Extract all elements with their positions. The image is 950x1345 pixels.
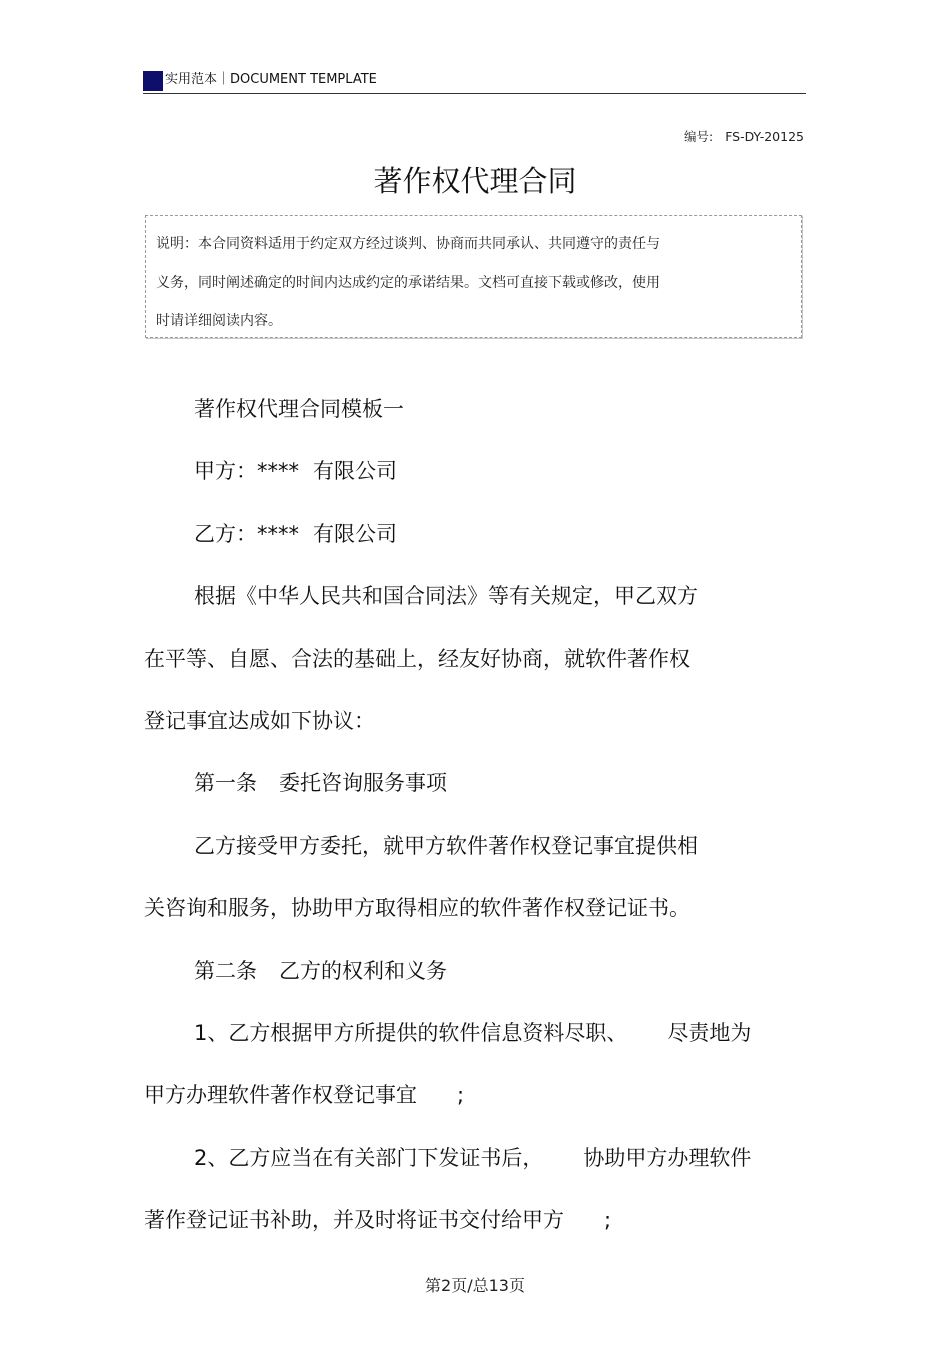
- logo-square-icon: [143, 71, 163, 91]
- page-footer: 第2页/总13页: [425, 1276, 525, 1295]
- article-2-heading: [144, 940, 806, 1002]
- article-1-number: 第一条: [194, 771, 257, 796]
- description-text: [156, 225, 746, 341]
- contract-body: [144, 378, 806, 1252]
- article-1-heading: [144, 752, 806, 814]
- document-number-value: FS-DY-20125: [725, 129, 804, 144]
- document-number-label: 编号:: [683, 129, 714, 144]
- description-box: [145, 215, 802, 338]
- template-heading: 著作权代理合同模板一: [194, 397, 404, 421]
- description-line: 说明：本合同资料适用于约定双方经过谈判、协商而共同承认、共同遵守的责任与: [156, 236, 660, 252]
- header-text: 实用范本｜DOCUMENT TEMPLATE: [165, 72, 377, 87]
- description-line: 义务，同时阐述确定的时间内达成约定的承诺结果。文档可直接下载或修改，使用: [156, 274, 660, 291]
- party-a-name: 有限公司: [313, 459, 397, 484]
- party-b-name: 有限公司: [313, 521, 397, 546]
- page-header: [143, 70, 806, 94]
- party-a-label: 甲方：: [194, 459, 257, 484]
- party-b-stars: ****: [257, 521, 299, 546]
- document-number: [684, 127, 804, 145]
- party-b: [144, 503, 806, 565]
- article-2-item-1: 1、乙方根据甲方所提供的软件信息资料尽职、 尽责地为 甲方办理软件著作权登记事宜 ;: [144, 1021, 752, 1108]
- article-2-title: 乙方的权利和义务: [279, 958, 447, 983]
- article-1-title: 委托咨询服务事项: [279, 771, 447, 796]
- article-1-paragraph: 乙方接受甲方委托，就甲方软件著作权登记事宜提供相 关咨询和服务，协助甲方取得相应的软件著作权登记证书。: [144, 833, 698, 921]
- party-a: [144, 440, 806, 502]
- document-title: 著作权代理合同: [373, 164, 577, 198]
- description-line: 时请详细阅读内容。: [156, 313, 282, 329]
- party-b-label: 乙方：: [194, 521, 257, 546]
- article-2-item-2: 2、乙方应当在有关部门下发证书后， 协助甲方办理软件 著作登记证书补助，并及时将证书交付给甲方 ;: [144, 1145, 752, 1233]
- party-a-stars: ****: [257, 459, 299, 484]
- article-2-number: 第二条: [194, 958, 257, 983]
- intro-paragraph: 根据《中华人民共和国合同法》等有关规定，甲乙双方 在平等、自愿、合法的基础上，经友好协商，就软件著作权 登记事宜达成如下协议：: [144, 584, 698, 734]
